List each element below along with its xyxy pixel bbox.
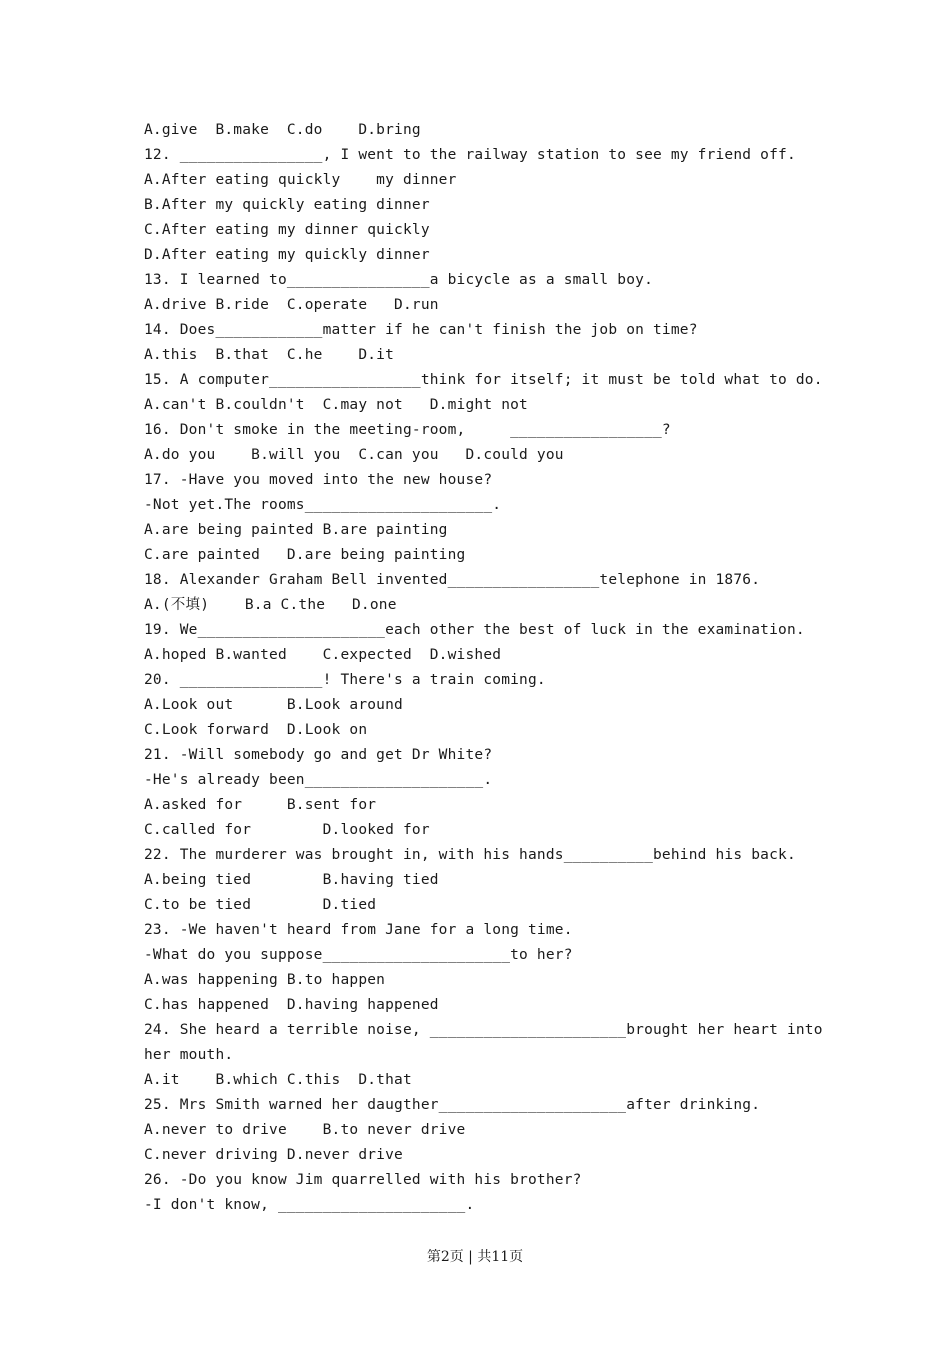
option-line: A.this B.that C.he D.it [144, 347, 395, 363]
option-line: A.After eating quickly my dinner [144, 172, 457, 188]
dialogue-line: -He's already been____________________. [144, 772, 493, 788]
dialogue-line: -What do you suppose_____________________to her? [144, 947, 573, 963]
option-line: A.never to drive B.to never drive [144, 1122, 466, 1138]
page-footer: 第2页 | 共11页 [426, 1249, 524, 1265]
option-line: A.hoped B.wanted C.expected D.wished [144, 647, 502, 663]
option-line: C.called for D.looked for [144, 822, 430, 838]
question-25: 25. Mrs Smith warned her daugther_____________________after drinking. [144, 1097, 761, 1113]
question-16: 16. Don't smoke in the meeting-room, _________________? [144, 422, 671, 438]
option-line: A.drive B.ride C.operate D.run [144, 297, 439, 313]
question-24: 24. She heard a terrible noise, ______________________brought her heart into [144, 1022, 823, 1038]
option-line: A.asked for B.sent for [144, 797, 377, 813]
continuation-line: her mouth. [144, 1047, 234, 1063]
question-26: 26. -Do you know Jim quarrelled with his brother? [144, 1172, 582, 1188]
option-line: C.Look forward D.Look on [144, 722, 368, 738]
text-line: A.give B.make C.do D.bring [144, 122, 421, 138]
option-line: A.it B.which C.this D.that [144, 1072, 412, 1088]
option-line: B.After my quickly eating dinner [144, 197, 430, 213]
question-14: 14. Does____________matter if he can't finish the job on time? [144, 322, 698, 338]
question-23: 23. -We haven't heard from Jane for a long time. [144, 922, 573, 938]
question-12: 12. ________________, I went to the railway station to see my friend off. [144, 147, 796, 163]
question-15: 15. A computer_________________think for itself; it must be told what to do. [144, 372, 823, 388]
dialogue-line: -Not yet.The rooms_____________________. [144, 497, 502, 513]
option-line: A.do you B.will you C.can you D.could you [144, 447, 564, 463]
option-line: A.Look out B.Look around [144, 697, 403, 713]
option-line: C.After eating my dinner quickly [144, 222, 430, 238]
option-line: C.to be tied D.tied [144, 897, 377, 913]
question-18: 18. Alexander Graham Bell invented_________________telephone in 1876. [144, 572, 761, 588]
option-line: A.was happening B.to happen [144, 972, 386, 988]
option-line: C.never driving D.never drive [144, 1147, 403, 1163]
question-13: 13. I learned to________________a bicycle as a small boy. [144, 272, 653, 288]
question-19: 19. We_____________________each other the best of luck in the examination. [144, 622, 805, 638]
option-line: A.can't B.couldn't C.may not D.might not [144, 397, 528, 413]
option-line: A.being tied B.having tied [144, 872, 439, 888]
option-line: C.are painted D.are being painting [144, 547, 466, 563]
question-21: 21. -Will somebody go and get Dr White? [144, 747, 493, 763]
option-line: A.(不填) B.a C.the D.one [144, 597, 397, 613]
question-20: 20. ________________! There's a train coming. [144, 672, 546, 688]
question-22: 22. The murderer was brought in, with his hands__________behind his back. [144, 847, 796, 863]
option-line: A.are being painted B.are painting [144, 522, 448, 538]
dialogue-line: -I don't know, _____________________. [144, 1197, 475, 1213]
question-list [144, 118, 823, 1218]
option-line: D.After eating my quickly dinner [144, 247, 430, 263]
option-line: C.has happened D.having happened [144, 997, 439, 1013]
question-17: 17. -Have you moved into the new house? [144, 472, 493, 488]
